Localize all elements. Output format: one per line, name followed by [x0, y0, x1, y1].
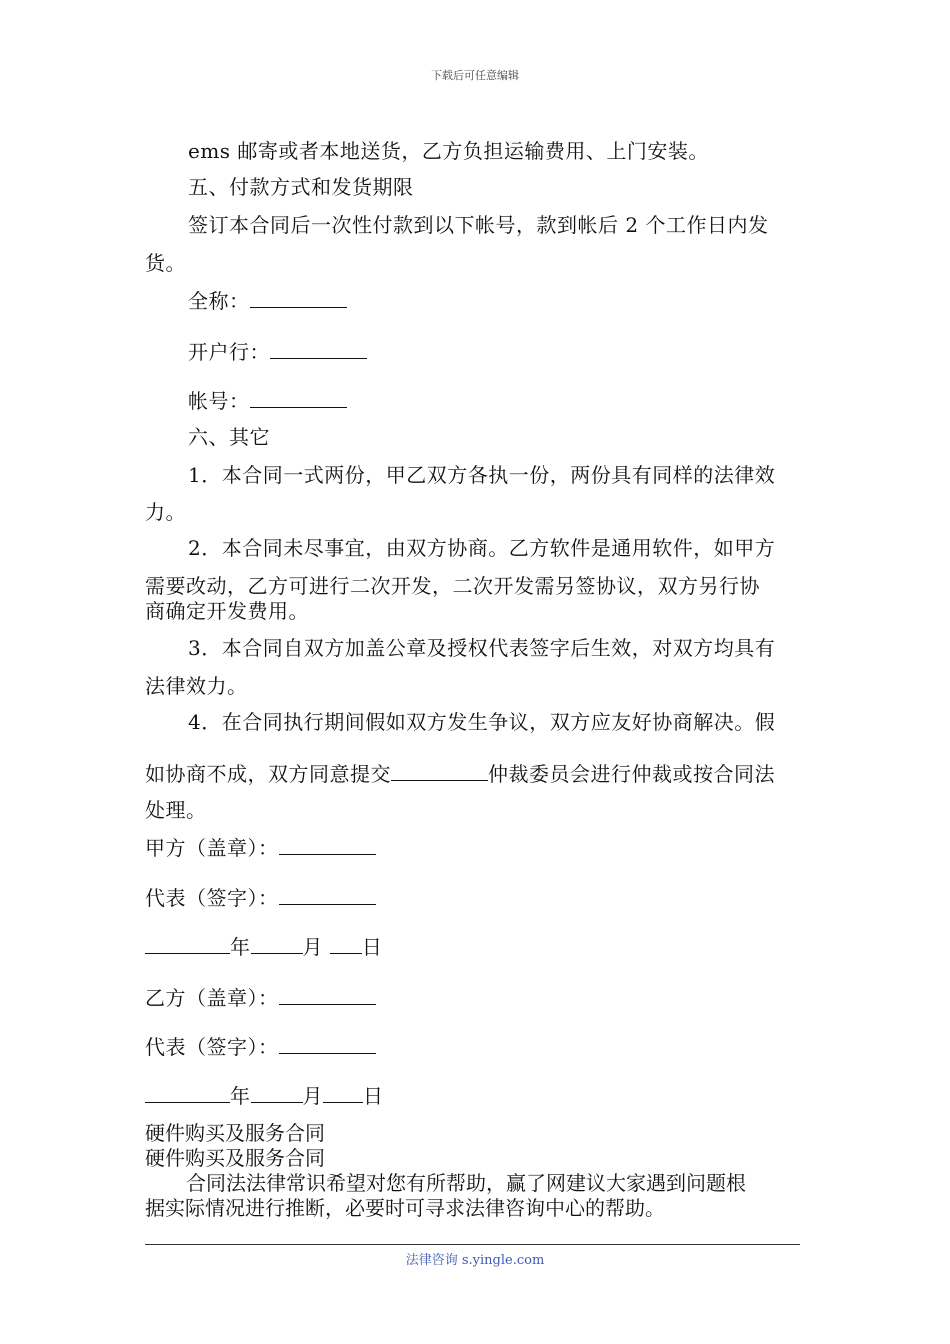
paragraph-line: 处理。 — [145, 798, 207, 822]
party-a-rep-field — [145, 884, 376, 911]
paragraph-line: ems 邮寄或者本地送货，乙方负担运输费用、上门安装。 — [188, 139, 709, 163]
account-number-field — [188, 387, 347, 414]
blank-line — [279, 834, 376, 855]
section-heading: 五、付款方式和发货期限 — [188, 175, 414, 199]
paragraph-line: 3．本合同自双方加盖公章及授权代表签字后生效，对双方均具有 — [188, 636, 776, 660]
contract-title: 硬件购买及服务合同 — [145, 1146, 325, 1170]
header-note: 下载后可任意编辑 — [431, 69, 519, 82]
text-segment: 如协商不成，双方同意提交 — [145, 762, 391, 786]
day-label: 日 — [361, 935, 383, 959]
paragraph-line: 签订本合同后一次性付款到以下帐号，款到帐后 2 个工作日内发 — [188, 213, 769, 237]
year-label: 年 — [230, 1084, 251, 1108]
blank-line — [270, 338, 367, 359]
field-label: 全称： — [188, 289, 250, 313]
footer-divider — [145, 1244, 800, 1245]
contract-title: 硬件购买及服务合同 — [145, 1121, 325, 1145]
party-b-seal-field — [145, 984, 376, 1011]
text-segment: 仲裁委员会进行仲裁或按合同法 — [488, 762, 775, 786]
year-label: 年 — [230, 935, 251, 959]
blank-line — [250, 287, 347, 308]
closing-line: 合同法法律常识希望对您有所帮助，赢了网建议大家遇到问题根 — [186, 1171, 746, 1195]
month-label: 月 — [302, 935, 323, 959]
blank-line — [279, 884, 376, 905]
bank-field — [188, 338, 367, 365]
blank-line — [251, 933, 303, 954]
paragraph-line: 4．在合同执行期间假如双方发生争议，双方应友好协商解决。假 — [188, 710, 776, 734]
blank-line — [391, 760, 488, 781]
closing-line: 据实际情况进行推断，必要时可寻求法律咨询中心的帮助。 — [145, 1196, 665, 1220]
blank-line — [330, 933, 362, 954]
blank-line — [145, 933, 230, 954]
party-b-date-field — [145, 1082, 384, 1109]
blank-line — [279, 1033, 376, 1054]
blank-line — [251, 1082, 303, 1103]
day-label: 日 — [363, 1084, 384, 1108]
party-a-date-field — [145, 933, 382, 960]
blank-line — [250, 387, 347, 408]
arbitration-line — [145, 760, 775, 787]
field-label: 帐号： — [188, 389, 250, 413]
paragraph-line: 2．本合同未尽事宜，由双方协商。乙方软件是通用软件，如甲方 — [188, 536, 776, 560]
field-label: 乙方（盖章）： — [145, 986, 279, 1010]
section-heading: 六、其它 — [188, 425, 270, 449]
field-label: 甲方（盖章）： — [145, 836, 279, 860]
party-b-rep-field — [145, 1033, 376, 1060]
footer-link[interactable]: 法律咨询 s.yingle.com — [405, 1253, 545, 1268]
field-label: 代表（签字）： — [145, 886, 279, 910]
paragraph-line: 法律效力。 — [145, 674, 248, 698]
month-label: 月 — [302, 1084, 323, 1108]
account-name-field — [188, 287, 347, 314]
blank-line — [279, 984, 376, 1005]
paragraph-line: 货。 — [145, 251, 186, 275]
blank-line — [145, 1082, 230, 1103]
paragraph-line: 力。 — [145, 500, 186, 524]
field-label: 开户行： — [188, 340, 270, 364]
party-a-seal-field — [145, 834, 376, 861]
field-label: 代表（签字）： — [145, 1035, 279, 1059]
paragraph-line: 商确定开发费用。 — [145, 599, 309, 623]
blank-line — [323, 1082, 363, 1103]
paragraph-line: 1．本合同一式两份，甲乙双方各执一份，两份具有同样的法律效 — [188, 463, 776, 487]
paragraph-line: 需要改动，乙方可进行二次开发，二次开发需另签协议，双方另行协 — [145, 574, 760, 598]
